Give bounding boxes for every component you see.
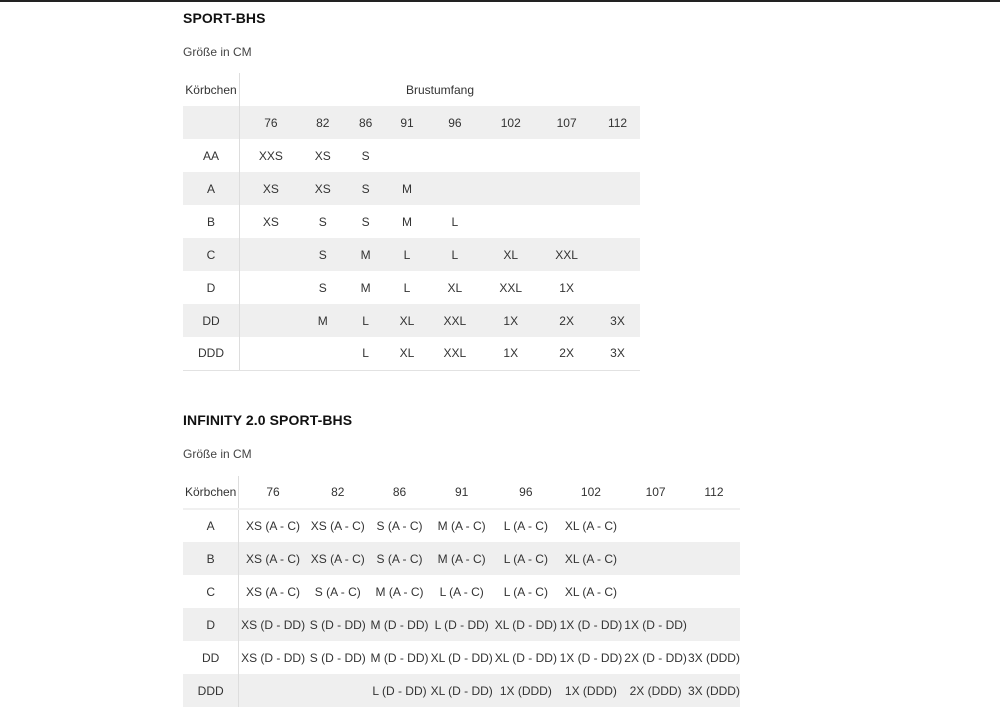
size-cell <box>538 172 595 205</box>
size-cell: M (D - DD) <box>370 650 429 665</box>
cup-label: A <box>183 172 239 205</box>
size-cell: XL (A - C) <box>559 542 624 575</box>
cup-label: AA <box>183 139 239 172</box>
column-header: 76 <box>239 106 301 139</box>
size-cell <box>595 172 640 205</box>
cup-label: B <box>183 205 239 238</box>
size-cell: XS <box>302 172 344 205</box>
size-cell: XL (D - DD) <box>430 674 493 707</box>
size-cell: S (D - DD) <box>307 608 369 641</box>
size-cell: L (D - DD) <box>430 608 493 641</box>
size-cell <box>239 337 301 370</box>
size-cell: S (A - C) <box>314 584 361 599</box>
size-cell <box>426 172 483 205</box>
column-header: 91 <box>388 106 427 139</box>
cup-label: D <box>183 608 239 641</box>
size-cell: 2X <box>538 304 595 337</box>
size-cell: 1X <box>483 337 538 370</box>
size-cell: M <box>302 304 344 337</box>
size-cell: S <box>361 148 370 163</box>
size-cell: XXL <box>426 304 483 337</box>
size-cell: XS (D - DD) <box>241 650 306 665</box>
size-cell: L (A - C) <box>503 519 548 533</box>
empty-header-cell <box>183 106 239 139</box>
column-header: 91 <box>430 476 493 509</box>
column-header: 76 <box>239 476 307 509</box>
size-cell <box>426 139 483 172</box>
size-cell: S <box>361 214 370 229</box>
column-header: 102 <box>559 476 624 509</box>
size-cell <box>483 139 538 172</box>
cup-label: A <box>183 509 239 542</box>
size-cell: 2X (D - DD) <box>624 650 687 665</box>
size-cell <box>688 542 740 575</box>
size-cell <box>302 337 344 370</box>
infinity-size-table <box>183 476 740 707</box>
size-cell: XS (A - C) <box>310 519 365 533</box>
size-cell: L (D - DD) <box>369 674 430 707</box>
column-header: 112 <box>688 476 740 509</box>
size-cell: XL <box>483 238 538 271</box>
size-cell: M (A - C) <box>437 519 486 533</box>
size-cell: S <box>318 214 327 229</box>
table-header-row <box>183 73 640 106</box>
section-subtitle: Größe in CM <box>183 447 252 461</box>
size-cell <box>483 172 538 205</box>
column-header: 107 <box>538 106 595 139</box>
size-cell: 1X <box>559 280 574 295</box>
size-cell: 3X <box>595 304 640 337</box>
size-cell: 3X <box>595 337 640 370</box>
size-cell: XXL <box>538 238 595 271</box>
size-cell: XL (D - DD) <box>494 650 557 665</box>
sport-bhs-section <box>183 10 266 59</box>
table-row <box>183 575 740 608</box>
size-cell: 2X (DDD) <box>623 674 688 707</box>
size-cell: L (A - C) <box>493 542 558 575</box>
size-cell: M <box>360 280 371 295</box>
size-cell: S <box>318 280 327 295</box>
size-cell: 1X (D - DD) <box>559 608 624 641</box>
cup-label: DD <box>183 641 239 674</box>
column-header: 102 <box>483 106 538 139</box>
size-cell: M <box>402 214 413 229</box>
column-header: 107 <box>623 476 688 509</box>
size-cell: XS (A - C) <box>239 542 307 575</box>
size-cell: XS <box>262 214 279 229</box>
size-cell: S <box>344 172 388 205</box>
sport-bhs-size-table <box>183 73 640 371</box>
size-cell <box>688 509 740 542</box>
size-cell: L <box>451 214 459 229</box>
size-cell: M <box>344 238 388 271</box>
size-cell: S (A - C) <box>376 519 423 533</box>
cup-label: D <box>183 271 239 304</box>
cup-label: DDD <box>183 337 239 370</box>
size-cell: XL (A - C) <box>564 519 618 533</box>
size-cell: XL <box>388 337 427 370</box>
table-row <box>183 139 640 172</box>
size-cell: XL (D - DD) <box>493 608 558 641</box>
table-row <box>183 271 640 304</box>
column-header-row <box>183 106 640 139</box>
size-cell: L <box>403 280 411 295</box>
table-row <box>183 337 640 370</box>
column-header: 112 <box>595 106 640 139</box>
size-cell: XL <box>447 280 463 295</box>
cup-label: DD <box>183 304 239 337</box>
size-cell: XS <box>314 148 331 163</box>
size-cell: M (A - C) <box>375 584 424 599</box>
size-cell: XXL <box>426 337 483 370</box>
size-cell: XS (A - C) <box>307 542 369 575</box>
size-cell: XL (A - C) <box>564 584 618 599</box>
size-cell <box>307 674 369 707</box>
table-row <box>183 674 740 707</box>
size-cell: 1X (D - DD) <box>559 650 623 665</box>
size-cell: XXL <box>499 280 523 295</box>
size-cell: XS (A - C) <box>246 584 301 599</box>
size-cell: 1X (DDD) <box>559 674 624 707</box>
size-cell <box>538 205 595 238</box>
size-cell <box>595 205 640 238</box>
size-cell <box>688 608 740 641</box>
size-cell: L <box>344 337 388 370</box>
infinity-sport-bhs-section <box>183 412 352 461</box>
size-cell: XS (D - DD) <box>239 608 307 641</box>
cup-label: DDD <box>183 674 239 707</box>
size-cell: L (A - C) <box>439 584 484 599</box>
size-cell <box>538 139 595 172</box>
size-cell <box>595 271 640 304</box>
size-cell <box>483 205 538 238</box>
size-cell: 3X (DDD) <box>687 650 740 665</box>
size-cell <box>239 674 307 707</box>
size-cell: L (A - C) <box>503 584 548 599</box>
size-cell: S (D - DD) <box>309 650 366 665</box>
table-row <box>183 205 640 238</box>
size-cell <box>239 304 301 337</box>
table-row <box>183 238 640 271</box>
table-row <box>183 172 640 205</box>
table-row <box>183 509 740 542</box>
size-cell: XL <box>388 304 427 337</box>
cup-label: B <box>183 542 239 575</box>
size-cell <box>239 238 301 271</box>
size-cell: XS <box>239 172 301 205</box>
section-title: INFINITY 2.0 SPORT-BHS <box>183 412 353 428</box>
corner-label: Körbchen <box>183 476 239 509</box>
size-cell: 2X <box>538 337 595 370</box>
size-cell <box>623 509 688 542</box>
column-header: 96 <box>493 476 558 509</box>
table-row <box>183 304 640 337</box>
column-header: 86 <box>344 106 388 139</box>
size-cell <box>595 139 640 172</box>
table-row <box>183 608 740 641</box>
size-cell: 1X (D - DD) <box>623 608 688 641</box>
size-cell: 3X (DDD) <box>688 674 740 707</box>
table-row <box>183 641 740 674</box>
size-cell: L <box>344 304 388 337</box>
size-cell: XS (A - C) <box>246 519 301 533</box>
section-title: SPORT-BHS <box>183 10 266 26</box>
column-header: 82 <box>307 476 369 509</box>
size-cell: M <box>388 172 427 205</box>
size-cell: 1X <box>483 304 538 337</box>
size-cell: L <box>426 238 483 271</box>
size-cell: XXS <box>258 148 283 163</box>
section-subtitle: Größe in CM <box>183 45 252 59</box>
size-cell: L <box>388 238 427 271</box>
column-header: 82 <box>302 106 344 139</box>
size-cell <box>388 139 427 172</box>
column-header: 96 <box>426 106 483 139</box>
size-cell <box>623 575 688 608</box>
size-cell: S (A - C) <box>369 542 430 575</box>
column-header-row <box>183 476 740 509</box>
size-cell <box>623 542 688 575</box>
size-cell: 1X (DDD) <box>493 674 558 707</box>
cup-label: C <box>183 238 239 271</box>
size-cell <box>239 271 301 304</box>
size-cell: S <box>302 238 344 271</box>
corner-label: Körbchen <box>183 73 239 106</box>
column-header: 86 <box>369 476 430 509</box>
size-cell: XL (D - DD) <box>430 650 493 665</box>
size-cell: M (A - C) <box>430 542 493 575</box>
top-border <box>0 0 1000 2</box>
group-header: Brustumfang <box>405 82 474 97</box>
size-cell: M (D - DD) <box>369 608 430 641</box>
size-cell <box>688 575 740 608</box>
table-row <box>183 542 740 575</box>
size-cell <box>595 238 640 271</box>
cup-label: C <box>183 575 239 608</box>
